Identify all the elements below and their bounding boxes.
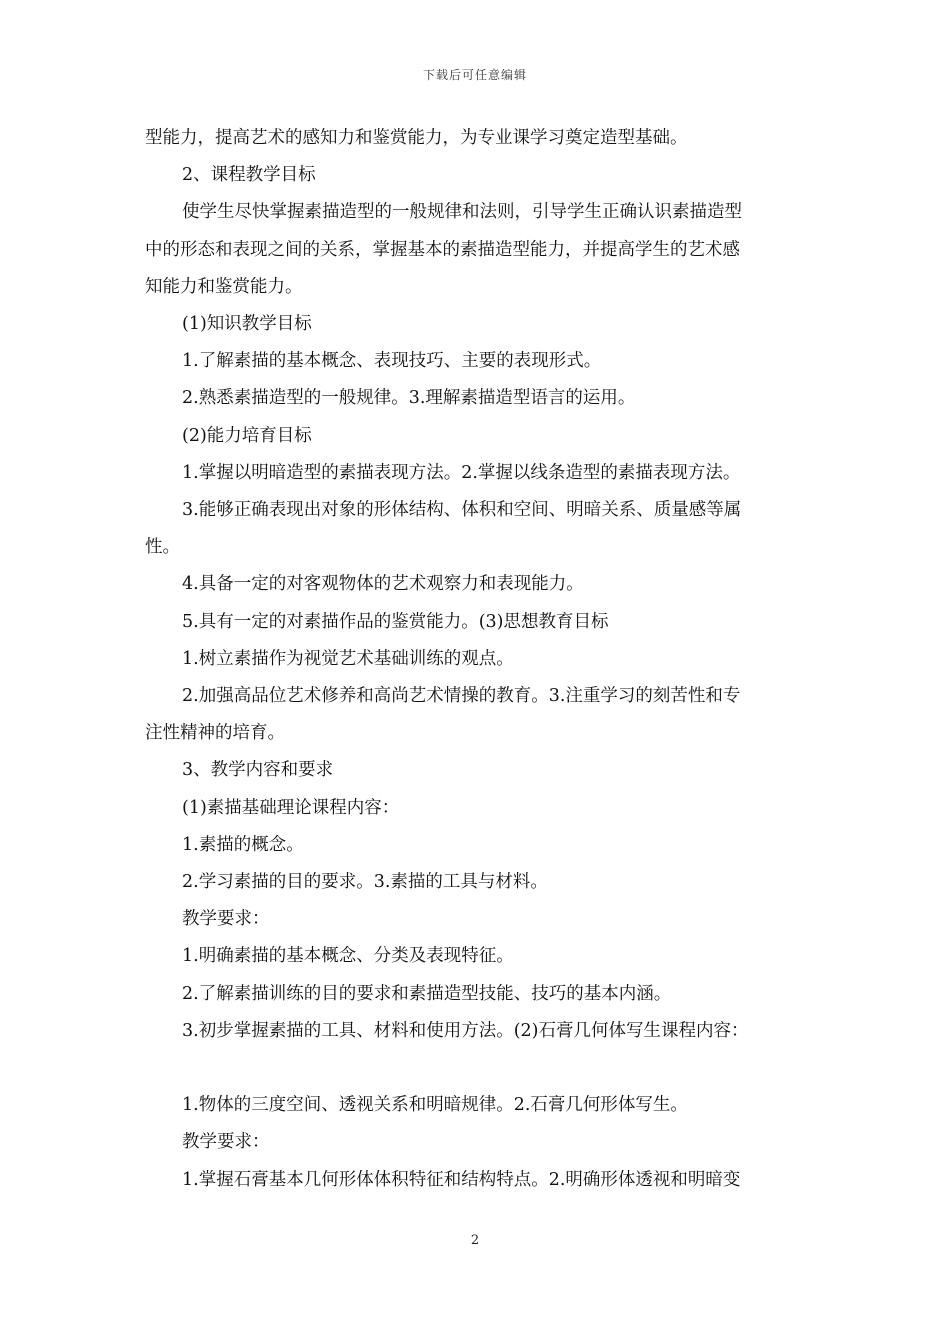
section-heading: 3、教学内容和要求 [182, 760, 334, 781]
subsection-heading: (1)知识教学目标 [182, 314, 312, 335]
list-item: 1.明确素描的基本概念、分类及表现特征。 [182, 946, 514, 967]
requirements-label: 教学要求： [182, 1132, 270, 1153]
list-item: 1.了解素描的基本概念、表现技巧、主要的表现形式。 [182, 351, 602, 372]
requirements-label: 教学要求： [182, 909, 270, 930]
list-item: 2.学习素描的目的要求。3.素描的工具与材料。 [182, 872, 548, 893]
paragraph-line: 中的形态和表现之间的关系，掌握基本的素描造型能力，并提高学生的艺术感 [145, 239, 740, 260]
list-item: 1.树立素描作为视觉艺术基础训练的观点。 [182, 648, 514, 669]
section-heading: 2、课程教学目标 [182, 165, 316, 186]
list-item: 2.了解素描训练的目的要求和素描造型技能、技巧的基本内涵。 [182, 983, 672, 1004]
list-item: 1.素描的概念。 [182, 834, 304, 855]
list-item-continuation: 性。 [145, 537, 180, 558]
list-item: 2.熟悉素描造型的一般规律。3.理解素描造型语言的运用。 [182, 388, 636, 409]
subsection-heading: (1)素描基础理论课程内容： [182, 797, 400, 818]
list-item-continuation: 注性精神的培育。 [145, 723, 285, 744]
paragraph-line: 型能力，提高艺术的感知力和鉴赏能力，为专业课学习奠定造型基础。 [145, 128, 688, 148]
page-number: 2 [470, 1233, 480, 1248]
document-body [145, 120, 807, 1199]
list-item: 3.初步掌握素描的工具、材料和使用方法。(2)石膏几何体写生课程内容： [182, 1020, 749, 1041]
list-item: 1.物体的三度空间、透视关系和明暗规律。2.石膏几何形体写生。 [182, 1095, 688, 1116]
paragraph-line: 知能力和鉴赏能力。 [145, 276, 303, 297]
subsection-heading: (2)能力培育目标 [182, 425, 312, 446]
page-header: 下载后可任意编辑 [422, 68, 527, 82]
list-item: 5.具有一定的对素描作品的鉴赏能力。(3)思想教育目标 [182, 611, 609, 632]
blank-line [145, 1050, 807, 1087]
list-item: 1.掌握以明暗造型的素描表现方法。2.掌握以线条造型的素描表现方法。 [182, 462, 741, 483]
list-item: 1.掌握石膏基本几何形体体积特征和结构特点。2.明确形体透视和明暗变 [182, 1169, 741, 1190]
list-item: 3.能够正确表现出对象的形体结构、体积和空间、明暗关系、质量感等属 [182, 500, 742, 521]
list-item: 2.加强高品位艺术修养和高尚艺术情操的教育。3.注重学习的刻苦性和专 [182, 686, 741, 707]
list-item: 4.具备一定的对客观物体的艺术观察力和表现能力。 [182, 574, 584, 595]
paragraph-line: 使学生尽快掌握素描造型的一般规律和法则，引导学生正确认识素描造型 [182, 202, 742, 223]
